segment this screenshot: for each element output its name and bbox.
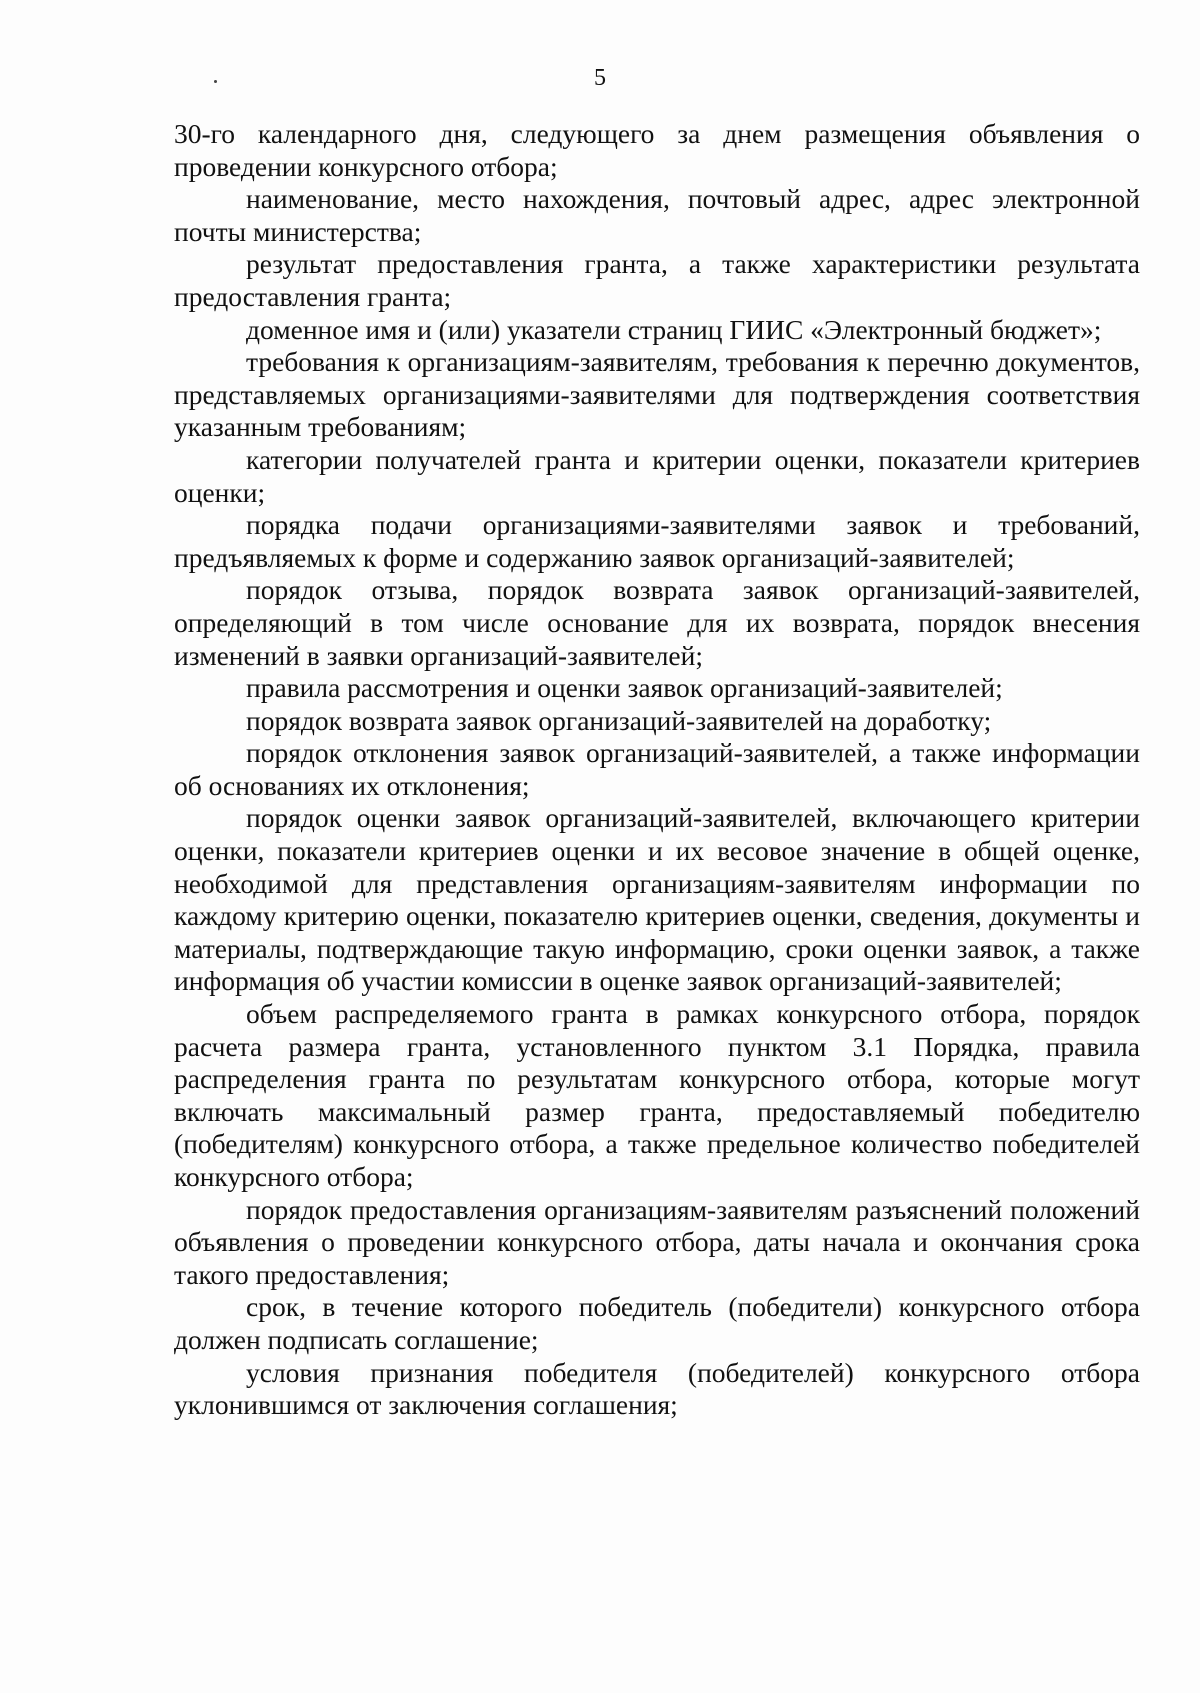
paragraph: 30-го календарного дня, следующего за днем размещения объявления о проведении конкурсного отбора; xyxy=(174,118,1140,182)
paragraph: порядок оценки заявок организаций-заявителей, включающего критерии оценки, показатели критериев оценки и их весовое значение в общей оценке, необходимой для представления организациям-заявителям информации по каждому критерию оценки, показателю критериев оценки, сведения, документы и материалы, подтверждающие такую информацию, сроки оценки заявок, а также информация об участии комиссии в оценке заявок организаций-заявителей; xyxy=(174,802,1140,997)
paragraph: результат предоставления гранта, а также характеристики результата предоставления гранта; xyxy=(174,248,1140,312)
paragraph: порядок предоставления организациям-заявителям разъяснений положений объявления о проведении конкурсного отбора, даты начала и окончания срока такого предоставления; xyxy=(174,1193,1140,1290)
paragraph: доменное имя и (или) указатели страниц ГИИС «Электронный бюджет»; xyxy=(246,313,1102,345)
page-number: 5 xyxy=(594,65,606,91)
paragraph: порядка подачи организациями-заявителями заявок и требований, предъявляемых к форме и содержанию заявок организаций-заявителей; xyxy=(174,509,1140,573)
paragraph: объем распределяемого гранта в рамках конкурсного отбора, порядок расчета размера гранта, установленного пунктом 3.1 Порядка, правила распределения гранта по результатам конкурсного отбора, которые могут включать максимальный размер гранта, предоставляемый победителю (победителям) конкурсного отбора, а также предельное количество победителей конкурсного отбора; xyxy=(174,998,1140,1192)
paragraph: требования к организациям-заявителям, требования к перечню документов, представляемых организациями-заявителями для подтверждения соответствия указанным требованиям; xyxy=(174,346,1140,443)
paragraph: срок, в течение которого победитель (победители) конкурсного отбора должен подписать соглашение; xyxy=(174,1291,1140,1355)
paragraph: порядок отклонения заявок организаций-заявителей, а также информации об основаниях их отклонения; xyxy=(174,737,1140,801)
paragraph: порядок возврата заявок организаций-заявителей на доработку; xyxy=(246,704,992,736)
document-body xyxy=(174,118,1140,1422)
paragraph: порядок отзыва, порядок возврата заявок организаций-заявителей, определяющий в том числе основание для их возврата, порядок внесения изменений в заявки организаций-заявителей; xyxy=(174,574,1140,671)
paragraph: категории получателей гранта и критерии оценки, показатели критериев оценки; xyxy=(174,443,1140,508)
paragraph: правила рассмотрения и оценки заявок организаций-заявителей; xyxy=(246,672,1003,704)
paragraph: условия признания победителя (победителей) конкурсного отбора уклонившимся от заключения соглашения; xyxy=(174,1356,1140,1421)
paragraph: наименование, место нахождения, почтовый адрес, адрес электронной почты министерства; xyxy=(174,183,1140,247)
